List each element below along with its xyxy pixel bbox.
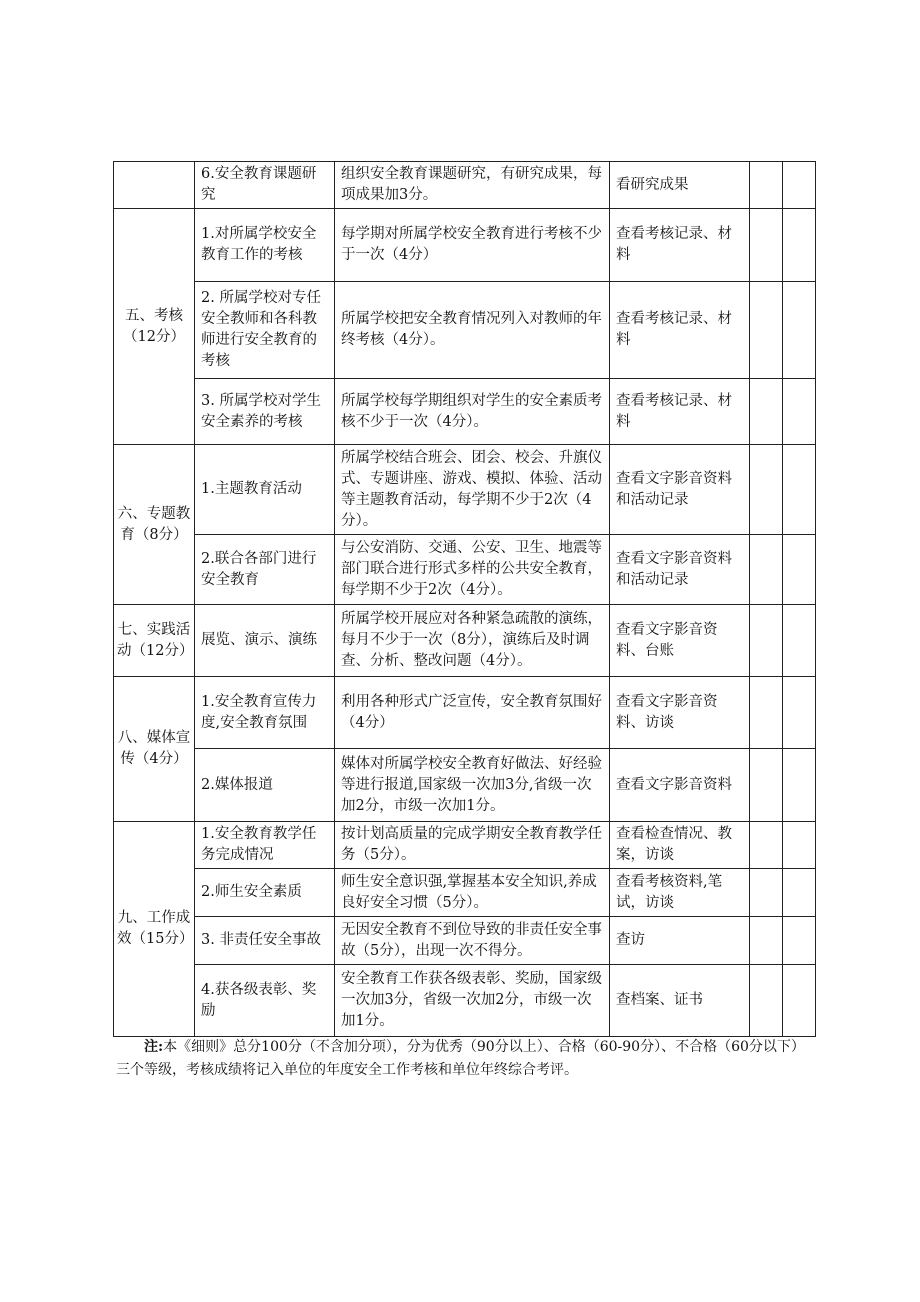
score-cell (750, 822, 783, 869)
remark-cell (783, 822, 816, 869)
remark-cell (783, 209, 816, 282)
method-cell: 查看考核资料,笔试，访谈 (610, 869, 750, 917)
method-cell: 查看文字影音资料和活动记录 (610, 445, 750, 535)
category-cell: 九、工作成效（15分） (114, 822, 195, 1037)
method-cell: 看研究成果 (610, 162, 750, 209)
standard-cell: 媒体对所属学校安全教育好做法、好经验等进行报道,国家级一次加3分,省级一次加2分，市级一次加1分。 (335, 749, 610, 822)
remark-cell (783, 749, 816, 822)
method-cell: 查看文字影音资料和活动记录 (610, 535, 750, 605)
table-row (114, 677, 816, 749)
remark-cell (783, 535, 816, 605)
category-cell: 六、专题教育（8分） (114, 445, 195, 605)
score-cell (750, 917, 783, 965)
remark-cell (783, 379, 816, 445)
table-row (114, 445, 816, 535)
method-cell: 查看检查情况、教案，访谈 (610, 822, 750, 869)
standard-cell: 所属学校开展应对各种紧急疏散的演练，每月不少于一次（8分），演练后及时调查、分析、整改问题（4分）。 (335, 605, 610, 677)
score-cell (750, 605, 783, 677)
method-cell: 查访 (610, 917, 750, 965)
item-cell: 1.安全教育教学任务完成情况 (195, 822, 335, 869)
table-row (114, 162, 816, 209)
table-row (114, 282, 816, 379)
score-cell (750, 445, 783, 535)
table-body (114, 162, 816, 1037)
table-row (114, 605, 816, 677)
item-cell: 2.媒体报道 (195, 749, 335, 822)
remark-cell (783, 965, 816, 1037)
table-row (114, 869, 816, 917)
standard-cell: 所属学校结合班会、团会、校会、升旗仪式、专题讲座、游戏、模拟、体验、活动等主题教育活动，每学期不少于2次（4分）。 (335, 445, 610, 535)
score-cell (750, 749, 783, 822)
standard-cell: 与公安消防、交通、公安、卫生、地震等部门联合进行形式多样的公共安全教育，每学期不少于2次（4分）。 (335, 535, 610, 605)
remark-cell (783, 917, 816, 965)
item-cell: 3. 非责任安全事故 (195, 917, 335, 965)
method-cell: 查档案、证书 (610, 965, 750, 1037)
table-row (114, 749, 816, 822)
method-cell: 查看考核记录、材料 (610, 379, 750, 445)
item-cell: 3. 所属学校对学生安全素养的考核 (195, 379, 335, 445)
method-cell: 查看考核记录、材料 (610, 209, 750, 282)
remark-cell (783, 162, 816, 209)
table-row (114, 535, 816, 605)
item-cell: 2. 所属学校对专任安全教师和各科教师进行安全教育的考核 (195, 282, 335, 379)
footnote (116, 1036, 816, 1082)
standard-cell: 每学期对所属学校安全教育进行考核不少于一次（4分） (335, 209, 610, 282)
category-cell: 七、实践活动（12分） (114, 605, 195, 677)
remark-cell (783, 677, 816, 749)
score-cell (750, 535, 783, 605)
category-cell: 八、媒体宣传（4分） (114, 677, 195, 822)
remark-cell (783, 869, 816, 917)
item-cell: 6.安全教育课题研究 (195, 162, 335, 209)
standard-cell: 利用各种形式广泛宣传，安全教育氛围好（4分） (335, 677, 610, 749)
score-cell (750, 282, 783, 379)
category-cell: 五、考核（12分） (114, 209, 195, 445)
evaluation-table (113, 161, 816, 1037)
score-cell (750, 162, 783, 209)
standard-cell: 组织安全教育课题研究，有研究成果，每项成果加3分。 (335, 162, 610, 209)
remark-cell (783, 605, 816, 677)
standard-cell: 师生安全意识强,掌握基本安全知识,养成良好安全习惯（5分）。 (335, 869, 610, 917)
item-cell: 2.联合各部门进行安全教育 (195, 535, 335, 605)
remark-cell (783, 282, 816, 379)
score-cell (750, 209, 783, 282)
standard-cell: 所属学校每学期组织对学生的安全素质考核不少于一次（4分）。 (335, 379, 610, 445)
table-row (114, 917, 816, 965)
method-cell: 查看考核记录、材料 (610, 282, 750, 379)
score-cell (750, 677, 783, 749)
standard-cell: 所属学校把安全教育情况列入对教师的年终考核（4分）。 (335, 282, 610, 379)
method-cell: 查看文字影音资料 (610, 749, 750, 822)
table-row (114, 379, 816, 445)
item-cell: 1.安全教育宣传力度,安全教育氛围 (195, 677, 335, 749)
category-cell (114, 162, 195, 209)
item-cell: 4.获各级表彰、奖励 (195, 965, 335, 1037)
footnote-label: 注: (144, 1039, 164, 1055)
item-cell: 1.主题教育活动 (195, 445, 335, 535)
remark-cell (783, 445, 816, 535)
table-row (114, 822, 816, 869)
item-cell: 2.师生安全素质 (195, 869, 335, 917)
method-cell: 查看文字影音资料、访谈 (610, 677, 750, 749)
method-cell: 查看文字影音资料、台账 (610, 605, 750, 677)
score-cell (750, 965, 783, 1037)
table-row (114, 965, 816, 1037)
item-cell: 展览、演示、演练 (195, 605, 335, 677)
standard-cell: 无因安全教育不到位导致的非责任安全事故（5分），出现一次不得分。 (335, 917, 610, 965)
item-cell: 1.对所属学校安全教育工作的考核 (195, 209, 335, 282)
table-row (114, 209, 816, 282)
standard-cell: 安全教育工作获各级表彰、奖励，国家级一次加3分，省级一次加2分，市级一次加1分。 (335, 965, 610, 1037)
score-cell (750, 869, 783, 917)
score-cell (750, 379, 783, 445)
footnote-text: 本《细则》总分100分（不含加分项），分为优秀（90分以上）、合格（60-90分）、不合格（60分以下）三个等级，考核成绩将记入单位的年度安全工作考核和单位年终综合考评。 (116, 1039, 805, 1078)
standard-cell: 按计划高质量的完成学期安全教育教学任务（5分）。 (335, 822, 610, 869)
